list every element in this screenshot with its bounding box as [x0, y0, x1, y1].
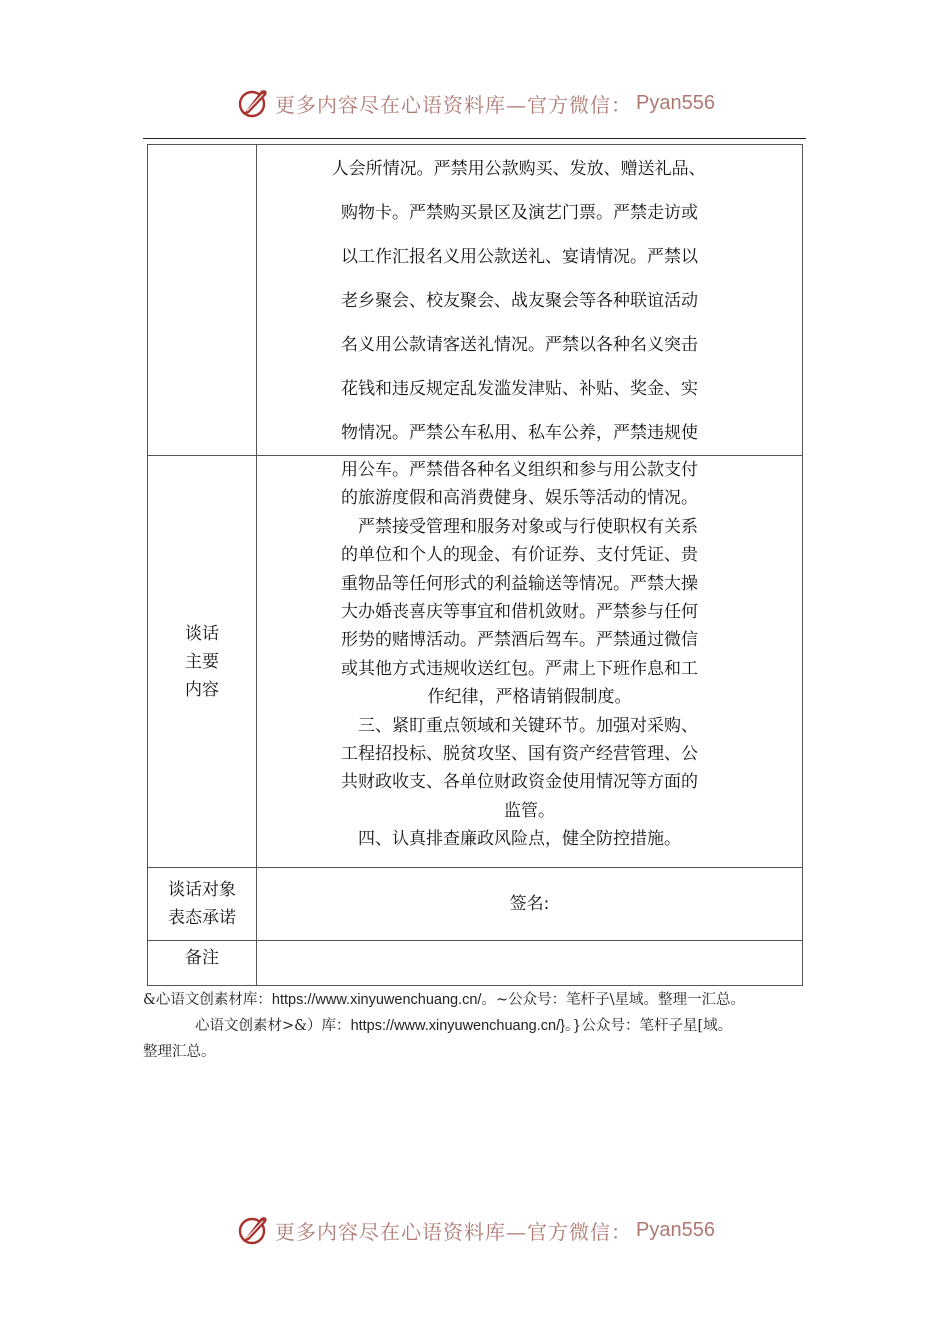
content-line: 花钱和违反规定乱发滥发津贴、补贴、奖金、实 — [341, 379, 698, 399]
banner-text: 更多内容尽在心语资料库—官方微信： — [275, 92, 633, 117]
signature-field[interactable] — [257, 868, 803, 941]
talk-record-table — [147, 144, 803, 986]
label-line: 主要 — [185, 651, 219, 672]
header-banner — [0, 78, 950, 128]
content-line: 或其他方式违规收送红包。严肃上下班作息和工 — [341, 658, 698, 679]
banner-text: 更多内容尽在心语资料库—官方微信： — [275, 1219, 633, 1244]
remarks-field[interactable] — [257, 941, 803, 986]
label-remarks: 备注 — [148, 941, 257, 986]
content-cell-main — [257, 456, 803, 868]
content-cell-continued — [257, 145, 803, 456]
feather-quill-logo — [235, 1212, 271, 1248]
content-line: 形势的赌博活动。严禁酒后驾车。严禁通过微信 — [341, 630, 698, 651]
table-row — [148, 941, 803, 986]
footer-banner — [0, 1205, 950, 1255]
table-row — [148, 868, 803, 941]
table-row — [148, 456, 803, 868]
banner-wechat-id: Pyan556 — [636, 1218, 715, 1241]
table-row — [148, 145, 803, 456]
note-text: 。~公众号：笔杆子\星域。整理一汇总。 — [481, 992, 746, 1008]
note-text: 。}公众号：笔杆子星[域。 — [564, 1018, 733, 1034]
source-url[interactable]: https://www.xinyuwenchuang.cn/ — [271, 992, 482, 1008]
content-line: 以工作汇报名义用公款送礼、宴请情况。严禁以 — [341, 247, 698, 267]
content-line: 人会所情况。严禁用公款购买、发放、赠送礼品、 — [331, 159, 706, 179]
content-line: 重物品等任何形式的利益输送等情况。严禁大操 — [341, 573, 698, 594]
banner-wechat-id: Pyan556 — [636, 91, 715, 114]
feather-quill-logo — [235, 85, 271, 121]
content-line: 工程招投标、脱贫攻坚、国有资产经营管理、公 — [341, 744, 698, 765]
note-text: &心语文创素材库： — [143, 992, 272, 1008]
content-line: 物情况。严禁公车私用、私车公养，严禁违规使 — [341, 423, 698, 443]
label-line: 内容 — [185, 679, 219, 700]
source-url[interactable]: https://www.xinyuwenchuang.cn/} — [350, 1018, 565, 1034]
source-note-line: 整理汇总。 — [143, 1044, 216, 1060]
content-line: 作纪律，严格请销假制度。 — [427, 687, 632, 708]
content-line: 严禁接受管理和服务对象或与行使职权有关系 — [358, 516, 698, 537]
source-note-line — [143, 988, 823, 1009]
content-line: 共财政收支、各单位财政资金使用情况等方面的 — [341, 772, 698, 793]
label-line: 表态承诺 — [168, 908, 236, 928]
content-line: 名义用公款请客送礼情况。严禁以各种名义突击 — [341, 335, 698, 355]
content-line: 用公车。严禁借各种名义组织和参与用公款支付 — [341, 460, 698, 480]
source-note-line — [195, 1014, 875, 1035]
signature-label: 签名: — [509, 894, 550, 914]
content-line: 三、紧盯重点领域和关键环节。加强对采购、 — [358, 715, 698, 736]
note-text: 心语文创素材>&）库： — [195, 1018, 351, 1034]
label-cell-empty — [148, 145, 257, 456]
content-line: 老乡聚会、校友聚会、战友聚会等各种联谊活动 — [341, 291, 698, 311]
content-line: 四、认真排查廉政风险点，健全防控措施。 — [358, 829, 681, 850]
label-commitment — [148, 868, 257, 941]
content-line: 大办婚丧喜庆等事宜和借机敛财。严禁参与任何 — [341, 602, 698, 623]
label-line: 谈话 — [185, 623, 219, 644]
content-line: 监管。 — [504, 800, 555, 821]
content-line: 购物卡。严禁购买景区及演艺门票。严禁走访或 — [341, 203, 698, 223]
header-divider — [143, 138, 806, 139]
content-line: 的旅游度假和高消费健身、娱乐等活动的情况。 — [341, 488, 698, 509]
content-line: 的单位和个人的现金、有价证券、支付凭证、贵 — [341, 545, 698, 566]
label-line: 谈话对象 — [168, 880, 236, 900]
label-talk-content — [148, 456, 257, 868]
